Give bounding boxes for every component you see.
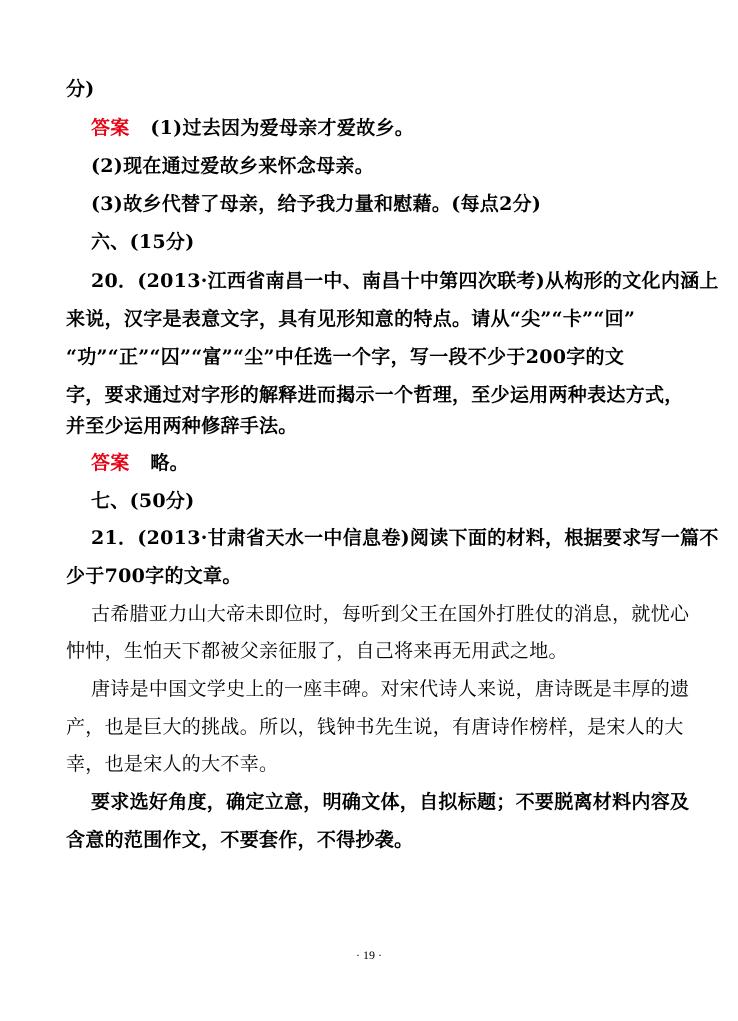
section-heading: 七、(50分) <box>91 490 195 512</box>
requirement-line: 要求选好角度，确定立意，明确文体，自拟标题；不要脱离材料内容及 <box>91 791 690 813</box>
material-line: 产，也是巨大的挑战。所以，钱钟书先生说，有唐诗作榜样，是宋人的大 <box>66 716 684 738</box>
question-line: 21．(2013·甘肃省天水一中信息卷)阅读下面的材料，根据要求写一篇不 <box>91 527 719 549</box>
section-heading: 六、(15分) <box>91 231 195 253</box>
answer-label: 答案 <box>91 117 130 139</box>
question-line: 来说，汉字是表意文字，具有见形知意的特点。请从“尖”“卡”“回” <box>66 308 636 330</box>
question-line: 并至少运用两种修辞手法。 <box>66 415 298 437</box>
text-line: (3)故乡代替了母亲，给予我力量和慰藉。(每点2分) <box>91 193 542 215</box>
requirement-line: 含意的范围作文，不要套作，不得抄袭。 <box>66 829 414 851</box>
question-line: 字，要求通过对字形的解释进而揭示一个哲理，至少运用两种表达方式， <box>66 384 684 406</box>
material-line: 唐诗是中国文学史上的一座丰碑。对宋代诗人来说，唐诗既是丰厚的遗 <box>91 678 690 700</box>
material-line: 忡忡，生怕天下都被父亲征服了，自己将来再无用武之地。 <box>66 640 568 662</box>
text-line: (2)现在通过爱故乡来怀念母亲。 <box>91 155 375 177</box>
page-number: · 19 · <box>356 948 382 962</box>
question-line: 20．(2013·江西省南昌一中、南昌十中第四次联考)从构形的文化内涵上 <box>91 270 719 292</box>
material-line: 古希腊亚力山大帝未即位时，每听到父王在国外打胜仗的消息，就忧心 <box>91 603 690 625</box>
question-line: “功”“正”“囚”“富”“尘”中任选一个字，写一段不少于200字的文 <box>66 346 625 368</box>
answer-label: 答案 <box>91 452 130 474</box>
material-line: 幸，也是宋人的大不幸。 <box>66 753 279 775</box>
answer-line <box>91 450 676 476</box>
question-line: 少于700字的文章。 <box>66 565 242 587</box>
answer-line <box>91 115 676 141</box>
answer-text: 略。 <box>150 452 189 474</box>
answer-text: (1)过去因为爱母亲才爱故乡。 <box>150 117 415 139</box>
text-line: 分) <box>66 78 95 100</box>
